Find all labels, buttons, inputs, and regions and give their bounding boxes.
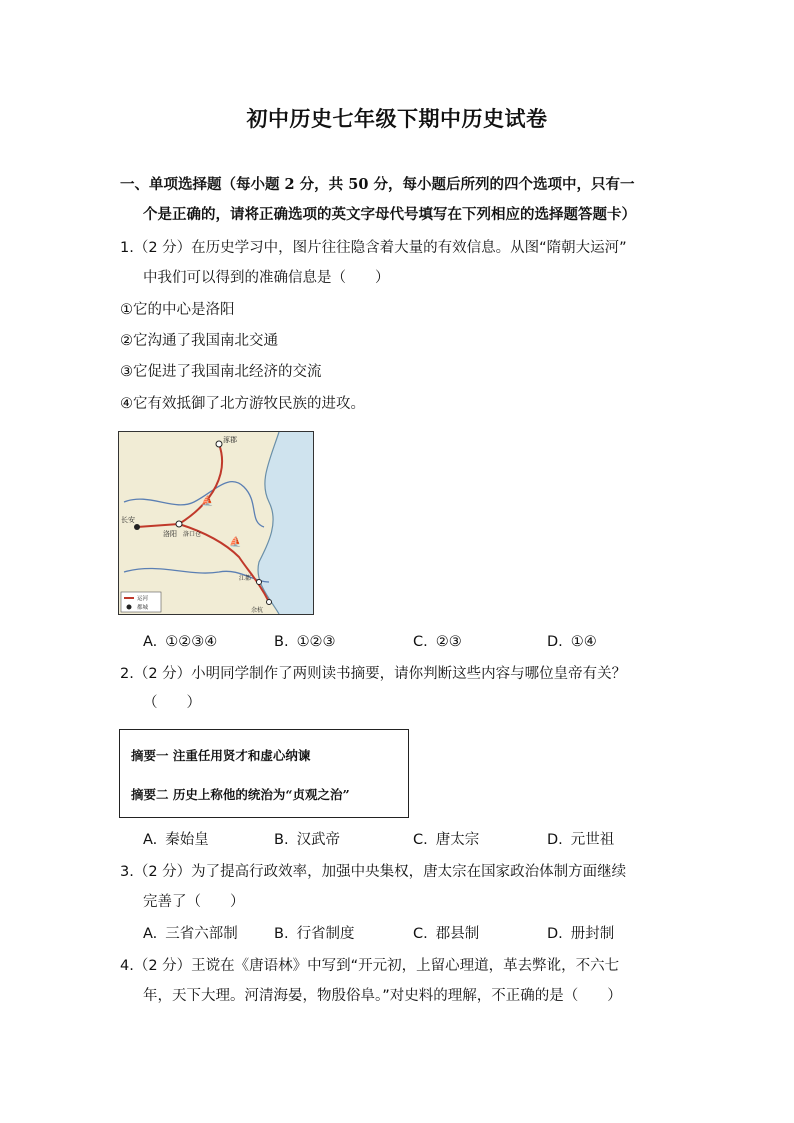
q1-option-c[interactable]: C. ②③: [413, 634, 462, 650]
q1-option-b[interactable]: B. ①②③: [274, 634, 336, 650]
city-changan: [134, 524, 140, 530]
city-yuhang: [267, 600, 272, 605]
q1-option-a[interactable]: A. ①②③④: [143, 634, 218, 650]
q1-item-1: ①它的中心是洛阳: [120, 302, 235, 318]
q2-stem-line1: 2.（2 分）小明同学制作了两则读书摘要，请你判断这些内容与哪位皇帝有关？: [120, 666, 627, 682]
q1-option-d[interactable]: D. ①④: [547, 634, 597, 650]
q3-option-a[interactable]: A. 三省六部制: [143, 926, 238, 942]
q1-item-3: ③它促进了我国南北经济的交流: [120, 364, 322, 380]
label-zhuojun: 涿郡: [223, 436, 237, 444]
label-jiangdu: 江都: [239, 575, 252, 582]
label-yuhang: 余杭: [251, 607, 264, 614]
legend-city: 都城: [137, 605, 149, 611]
q4-stem-line1: 4.（2 分）王谠在《唐语林》中写到“开元初，上留心理道，革去弊讹，不六七: [120, 958, 620, 974]
boat-icon: ⛵: [201, 496, 214, 507]
label-luoyang: 洛阳: [163, 530, 177, 538]
abstract-2: 摘要二 历史上称他的统治为“贞观之治”: [131, 787, 350, 802]
q1-item-4: ④它有效抵御了北方游牧民族的进攻。: [120, 396, 365, 412]
legend-river: 运河: [137, 596, 149, 602]
q1-stem-line2: 中我们可以得到的准确信息是（ ）: [143, 270, 390, 286]
q1-item-2: ②它沟通了我国南北交通: [120, 333, 278, 349]
label-changan: 长安: [121, 516, 135, 524]
sea-area: [258, 432, 313, 614]
q3-option-d[interactable]: D. 册封制: [547, 926, 615, 942]
abstract-1: 摘要一 注重任用贤才和虚心纳谏: [131, 748, 311, 763]
city-zhuojun: [216, 441, 222, 447]
q3-option-b[interactable]: B. 行省制度: [274, 926, 355, 942]
q3-stem-line1: 3.（2 分）为了提高行政效率，加强中央集权，唐太宗在国家政治体制方面继续: [120, 864, 627, 880]
canal-west: [137, 524, 179, 527]
q2-option-a[interactable]: A. 秦始皇: [143, 832, 209, 848]
label-kou: 洛口仓: [183, 531, 202, 538]
yellow-river: [124, 482, 264, 527]
boat-icon: ⛵: [229, 537, 242, 548]
section-heading-line2: 个是正确的，请将正确选项的英文字母代号填写在下列相应的选择题答题卡）: [143, 206, 636, 223]
city-jiangdu: [257, 580, 262, 585]
q3-option-c[interactable]: C. 郡县制: [413, 926, 480, 942]
q2-option-c[interactable]: C. 唐太宗: [413, 832, 480, 848]
q2-stem-line2: （ ）: [143, 695, 201, 711]
page-title: 初中历史七年级下期中历史试卷: [246, 106, 548, 131]
city-luoyang: [176, 521, 182, 527]
canal-yongji: [179, 444, 222, 524]
map-drawing: [119, 432, 313, 614]
sui-grand-canal-map: [118, 431, 314, 615]
q2-option-b[interactable]: B. 汉武帝: [274, 832, 341, 848]
reading-abstract-box: [119, 729, 409, 818]
q4-stem-line2: 年，天下大理。河清海晏，物殷俗阜。”对史料的理解，不正确的是（ ）: [143, 988, 622, 1004]
section-heading-line1: 一、单项选择题（每小题 2 分，共 50 分，每小题后所列的四个选项中，只有一: [120, 176, 635, 193]
q2-option-d[interactable]: D. 元世祖: [547, 832, 615, 848]
q1-stem-line1: 1.（2 分）在历史学习中，图片往往隐含着大量的有效信息。从图“隋朝大运河”: [120, 240, 627, 256]
q3-stem-line2: 完善了（ ）: [143, 894, 245, 910]
legend-city-swatch: [127, 605, 132, 610]
